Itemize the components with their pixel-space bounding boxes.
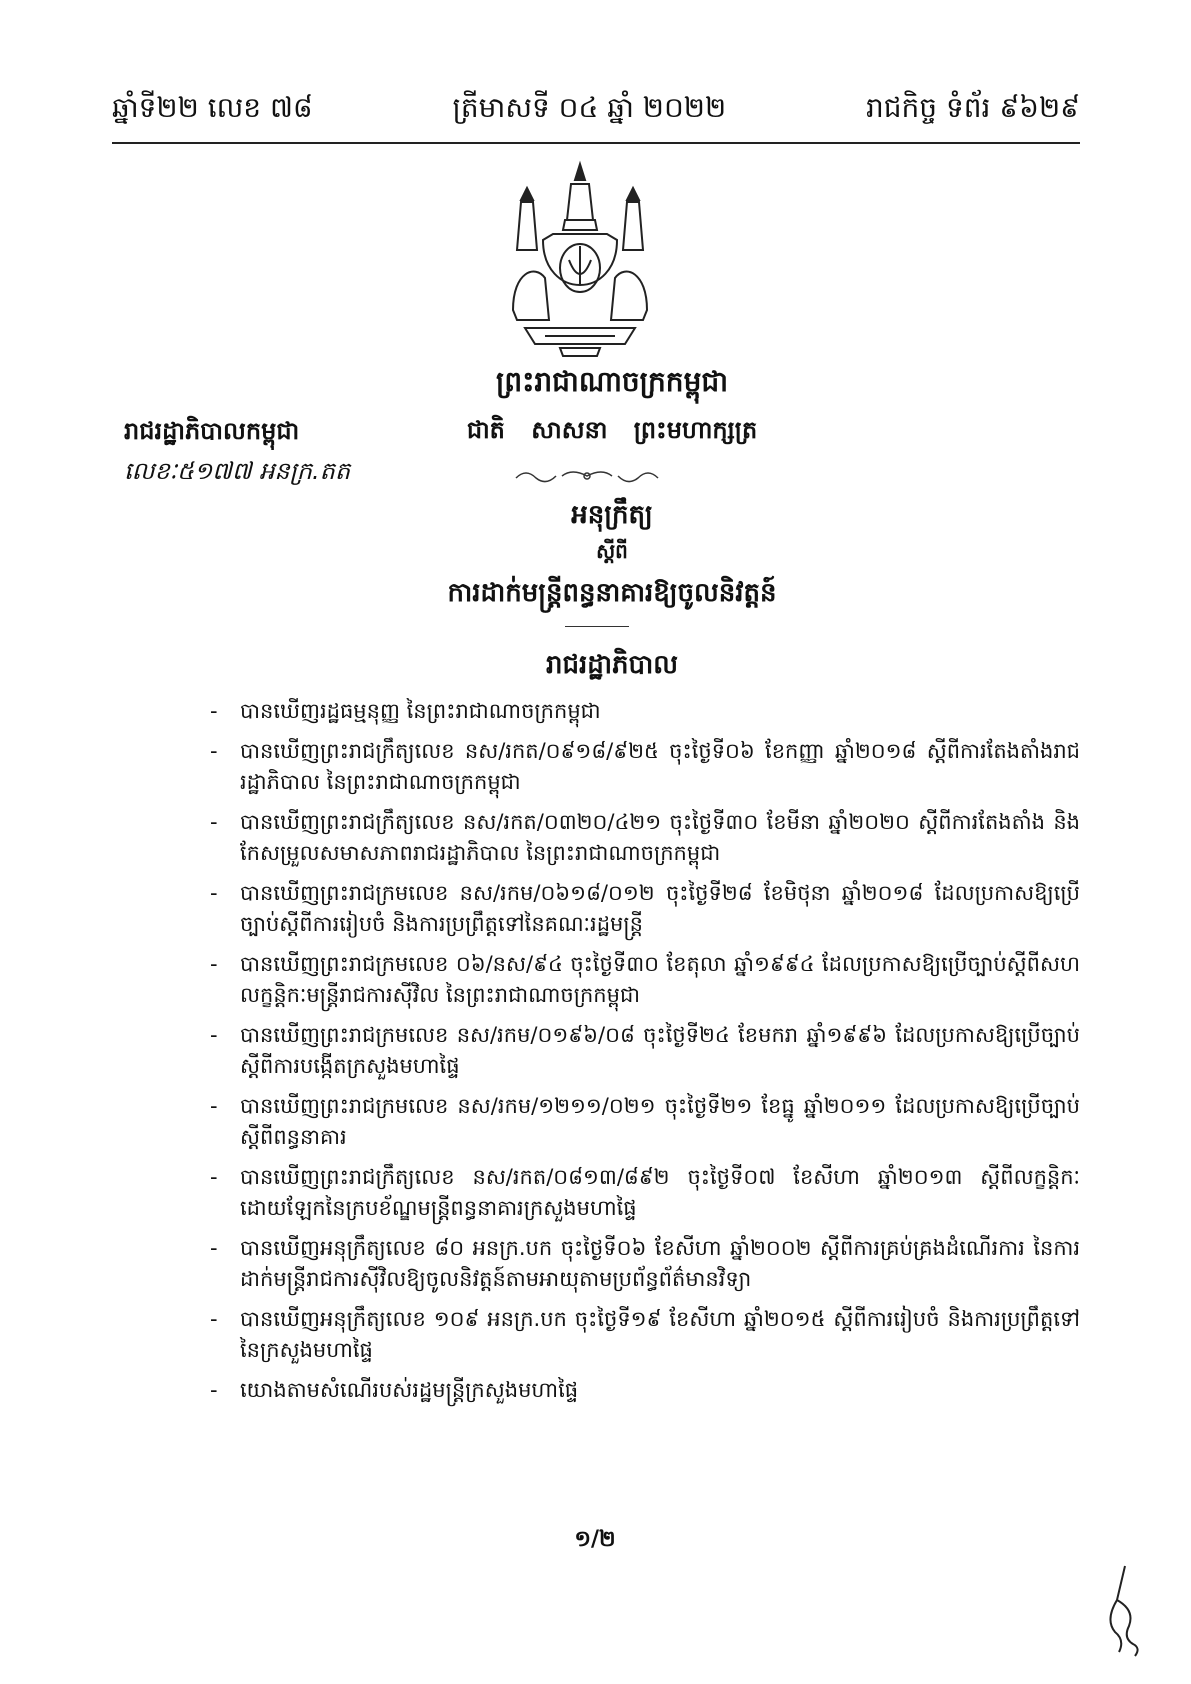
- list-item: [210, 1162, 1080, 1224]
- royal-coat-of-arms-icon: [505, 160, 655, 360]
- gazette-date: ត្រីមាសទី ០៤ ឆ្នាំ ២០២២: [452, 91, 727, 124]
- about-label: ស្តីពី: [596, 539, 628, 563]
- gazette-header: [112, 88, 1080, 128]
- issuer-heading: រាជរដ្ឋាភិបាល: [545, 650, 679, 680]
- list-dash: -: [210, 1094, 218, 1118]
- initials-signature-icon: [1095, 1560, 1155, 1660]
- list-item-text: បានឃើញព្រះរាជក្រឹត្យលេខ នស/រកត/០៣២០/៤២១ ចុះថ្ងៃទី៣០ ខែមីនា ឆ្នាំ២០២០ ស្តីពីការតែងតាំង និង កែសម្រួលសមាសភាពរាជរដ្ឋាភិបាល នៃព្រះរាជាណាចក្រកម្ពុជា: [240, 810, 1080, 865]
- list-item-text: បានឃើញអនុក្រឹត្យលេខ ១០៩ អនក្រ.បក ចុះថ្ងៃទី១៩ ខែសីហា ឆ្នាំ២០១៥ ស្តីពីការរៀបចំ និងការប្រព្រឹត្តទៅនៃក្រសួងមហាផ្ទៃ: [240, 1307, 1080, 1362]
- decorative-divider-icon: [512, 466, 662, 486]
- list-item: [210, 1304, 1080, 1366]
- page-number: ១/២: [574, 1527, 616, 1552]
- header-rule: [112, 142, 1080, 144]
- document-type: អនុក្រឹត្យ: [571, 500, 653, 530]
- list-dash: -: [210, 1378, 218, 1402]
- list-item: [210, 949, 1080, 1011]
- document-subject: ការដាក់មន្ត្រីពន្ធនាគារឱ្យចូលនិវត្តន៍: [447, 578, 777, 608]
- kingdom-title: ព្រះរាជាណាចក្រកម្ពុជា: [495, 365, 728, 398]
- list-dash: -: [210, 1236, 218, 1260]
- list-item: [210, 696, 1080, 727]
- list-item: [210, 736, 1080, 798]
- gazette-page: រាជកិច្ច ទំព័រ ៩៦២៩: [865, 91, 1080, 124]
- list-item: [210, 878, 1080, 940]
- list-item: [210, 1233, 1080, 1295]
- list-item-text: បានឃើញព្រះរាជក្រមលេខ នស/រកម/០៦១៨/០១២ ចុះថ្ងៃទី២៨ ខែមិថុនា ឆ្នាំ២០១៨ ដែលប្រកាសឱ្យប្រើច្បាប់ស្តីពីការរៀបចំ និងការប្រព្រឹត្តទៅនៃគណៈរដ្ឋមន្ត្រី: [240, 881, 1080, 936]
- list-dash: -: [210, 1023, 218, 1047]
- list-dash: -: [210, 952, 218, 976]
- list-item-text: បានឃើញរដ្ឋធម្មនុញ្ញ នៃព្រះរាជាណាចក្រកម្ពុជា: [240, 699, 601, 723]
- national-motto: ជាតិ សាសនា ព្រះមហាក្សត្រ: [466, 416, 758, 444]
- list-item: [210, 1091, 1080, 1153]
- list-dash: -: [210, 739, 218, 763]
- list-item-text: យោងតាមសំណើរបស់រដ្ឋមន្ត្រីក្រសួងមហាផ្ទៃ: [240, 1378, 579, 1402]
- subject-rule: [565, 626, 629, 627]
- list-item-text: បានឃើញព្រះរាជក្រមលេខ នស/រកម/១២១១/០២១ ចុះថ្ងៃទី២១ ខែធ្នូ ឆ្នាំ២០១១ ដែលប្រកាសឱ្យប្រើច្បាប់ស្តីពីពន្ធនាគារ: [240, 1094, 1080, 1149]
- list-dash: -: [210, 699, 218, 723]
- list-item: [210, 1020, 1080, 1082]
- list-item-text: បានឃើញព្រះរាជក្រឹត្យលេខ នស/រកត/០៩១៨/៩២៥ ចុះថ្ងៃទី០៦ ខែកញ្ញា ឆ្នាំ២០១៨ ស្តីពីការតែងតាំងរាជរដ្ឋាភិបាល នៃព្រះរាជាណាចក្រកម្ពុជា: [240, 739, 1080, 794]
- list-item-text: បានឃើញព្រះរាជក្រឹត្យលេខ នស/រកត/០៨១៣/៨៩២ ចុះថ្ងៃទី០៧ ខែសីហា ឆ្នាំ២០១៣ ស្តីពីលក្ខន្តិកៈដោយឡែកនៃក្របខ័ណ្ឌមន្ត្រីពន្ធនាគារក្រសួងមហាផ្ទៃ: [240, 1165, 1080, 1220]
- issuing-organization: រាជរដ្ឋាភិបាលកម្ពុជា: [124, 417, 300, 445]
- list-dash: -: [210, 1165, 218, 1189]
- list-item-text: បានឃើញអនុក្រឹត្យលេខ ៨០ អនក្រ.បក ចុះថ្ងៃទី០៦ ខែសីហា ឆ្នាំ២០០២ ស្តីពីការគ្រប់គ្រងដំណើរការ នៃការដាក់មន្ត្រីរាជការស៊ីវិលឱ្យចូលនិវត្តន៍តាមអាយុតាមប្រព័ន្ធព័ត៌មានវិទ្យា: [240, 1236, 1080, 1291]
- considerations-list: [210, 696, 1080, 1415]
- gazette-issue: ឆ្នាំទី២២ លេខ ៧៨: [112, 91, 313, 124]
- reference-number: លេខៈ៥១៧៧ អនក្រ.តត: [124, 457, 351, 485]
- list-item-text: បានឃើញព្រះរាជក្រមលេខ ០៦/នស/៩៤ ចុះថ្ងៃទី៣០ ខែតុលា ឆ្នាំ១៩៩៤ ដែលប្រកាសឱ្យប្រើច្បាប់ស្តីពីសហលក្ខន្តិកៈមន្ត្រីរាជការស៊ីវិល នៃព្រះរាជាណាចក្រកម្ពុជា: [240, 952, 1080, 1007]
- list-dash: -: [210, 1307, 218, 1331]
- list-item: [210, 1375, 1080, 1406]
- list-dash: -: [210, 810, 218, 834]
- list-item-text: បានឃើញព្រះរាជក្រមលេខ នស/រកម/០១៩៦/០៨ ចុះថ្ងៃទី២៤ ខែមករា ឆ្នាំ១៩៩៦ ដែលប្រកាសឱ្យប្រើច្បាប់ស្តីពីការបង្កើតក្រសួងមហាផ្ទៃ: [240, 1023, 1080, 1078]
- list-dash: -: [210, 881, 218, 905]
- list-item: [210, 807, 1080, 869]
